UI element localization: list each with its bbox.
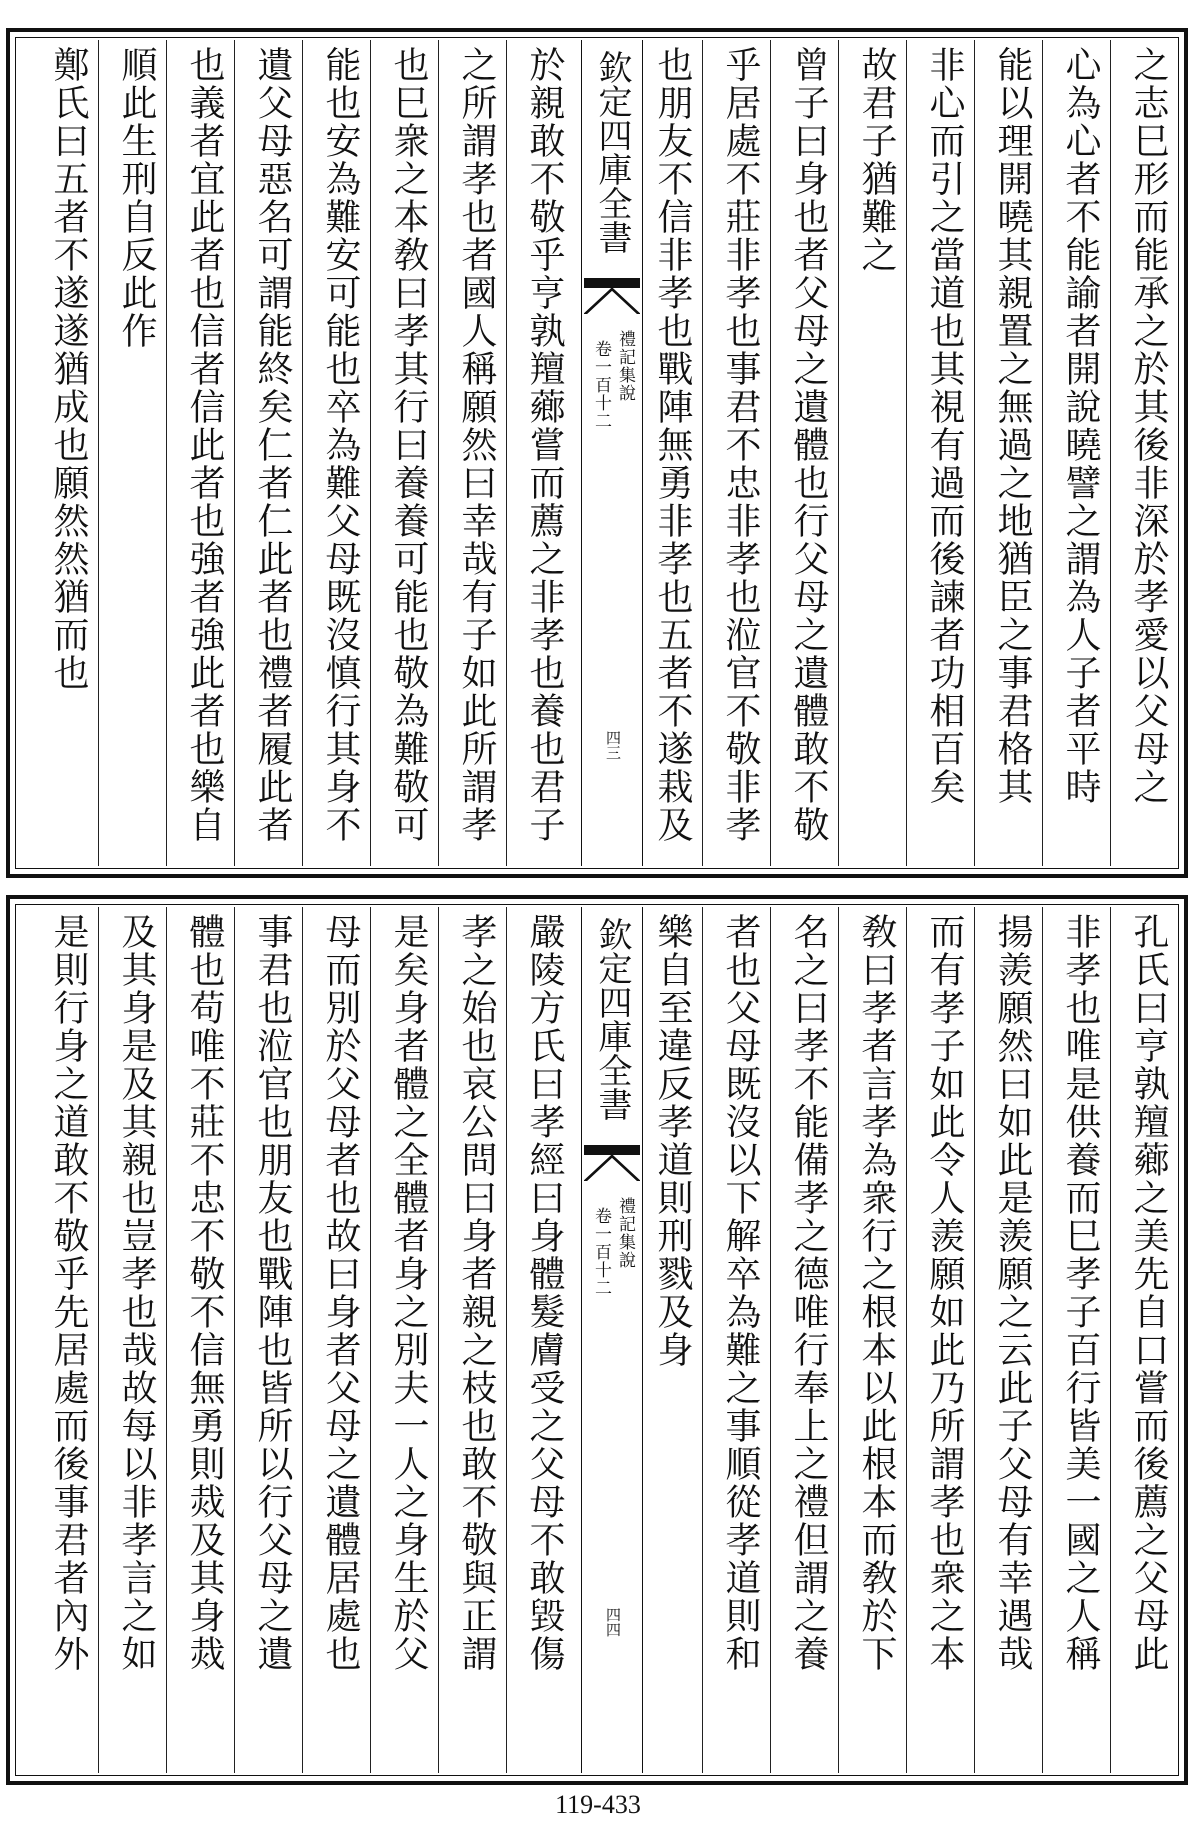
text-column: 能也安為難安可能也卒為難父母既沒慎行其身不: [320, 46, 361, 844]
fishtail-mark: [584, 1145, 640, 1181]
text-column: 而有孝子如此令人羨願如此乃所謂孝也衆之本: [924, 913, 965, 1673]
upper-page: [6, 28, 1188, 878]
leaf-number: 四三: [604, 730, 622, 760]
page-reference: 119-433: [555, 1790, 641, 1819]
text-column: 敎曰孝者言孝為衆行之根本以此根本而敎於下: [856, 913, 897, 1673]
text-column: 名之曰孝不能備孝之德唯行奉上之禮但謂之養: [788, 913, 829, 1673]
work-title: 禮記集說: [615, 330, 635, 402]
text-column: 能以理開曉其親置之無過之地猶臣之事君格其: [992, 46, 1033, 806]
juan-number: 卷一百十二: [591, 340, 611, 430]
text-column: 非心而引之當道也其視有過而後諫者功相百矣: [924, 46, 965, 806]
text-column: 母而別於父母者也故曰身者父母之遺體居處也: [320, 913, 361, 1673]
text-column: 及其身是及其親也豈孝也哉故每以非孝言之如: [116, 913, 157, 1673]
center-fold: [581, 40, 643, 866]
text-column: 乎居處不莊非孝也事君不忠非孝也涖官不敬非孝: [720, 46, 761, 844]
text-column: 也巳衆之本敎曰孝其行曰養養可能也敬為難敬可: [388, 46, 429, 844]
text-column: 事君也涖官也朋友也戰陣也皆所以行父母之遺: [252, 913, 293, 1673]
text-column: 遺父母惡名可謂能終矣仁者仁此者也禮者履此者: [252, 46, 293, 844]
text-column: 者也父母既沒以下解卒為難之事順從孝道則和: [720, 913, 761, 1673]
text-column: 順此生刑自反此作: [116, 46, 157, 350]
text-column: 樂自至違反孝道則刑戮及身: [652, 913, 693, 1369]
text-column: 揚羨願然曰如此是羨願之云此子父母有幸遇哉: [992, 913, 1033, 1673]
book-title: 欽定四庫全書: [592, 917, 632, 1121]
text-column: 鄭氏曰五者不遂遂猶成也願然然猶而也: [48, 46, 89, 692]
leaf-number: 四四: [604, 1607, 622, 1637]
text-column: 非孝也唯是供養而巳孝子百行皆美一國之人稱: [1060, 913, 1101, 1673]
text-column: 是矣身者體之全體者身之別夫一人之身生於父: [388, 913, 429, 1673]
text-column: 嚴陵方氏曰孝經曰身體髮膚受之父母不敢毀傷: [524, 913, 565, 1673]
text-column: 曾子曰身也者父母之遺體也行父母之遺體敢不敬: [788, 46, 829, 844]
text-column: 之志巳形而能承之於其後非深於孝愛以父母之: [1128, 46, 1169, 806]
text-column: 也朋友不信非孝也戰陣無勇非孝也五者不遂栽及: [652, 46, 693, 844]
lower-page: [6, 895, 1188, 1785]
text-column: 孝之始也哀公問曰身者親之枝也敢不敬與正謂: [456, 913, 497, 1673]
text-column: 之所謂孝也者國人稱願然曰幸哉有子如此所謂孝: [456, 46, 497, 844]
work-title: 禮記集說: [615, 1197, 635, 1269]
text-column: 於親敢不敬乎亨孰羶薌嘗而薦之非孝也養也君子: [524, 46, 565, 844]
fishtail-mark: [584, 278, 640, 314]
text-column: 體也苟唯不莊不忠不敬不信無勇則烖及其身烖: [184, 913, 225, 1673]
text-column: 故君子猶難之: [856, 46, 897, 274]
juan-number: 卷一百十二: [591, 1207, 611, 1297]
book-title: 欽定四庫全書: [592, 50, 632, 254]
center-fold: [581, 907, 643, 1773]
text-column: 心為心者不能諭者開說曉譬之謂為人子者平時: [1060, 46, 1101, 806]
text-column: 也義者宜此者也信者信此者也強者強此者也樂自: [184, 46, 225, 844]
text-column: 孔氏曰亨孰羶薌之美先自口嘗而後薦之父母此: [1128, 913, 1169, 1673]
text-column: 是則行身之道敢不敬乎先居處而後事君者內外: [48, 913, 89, 1673]
